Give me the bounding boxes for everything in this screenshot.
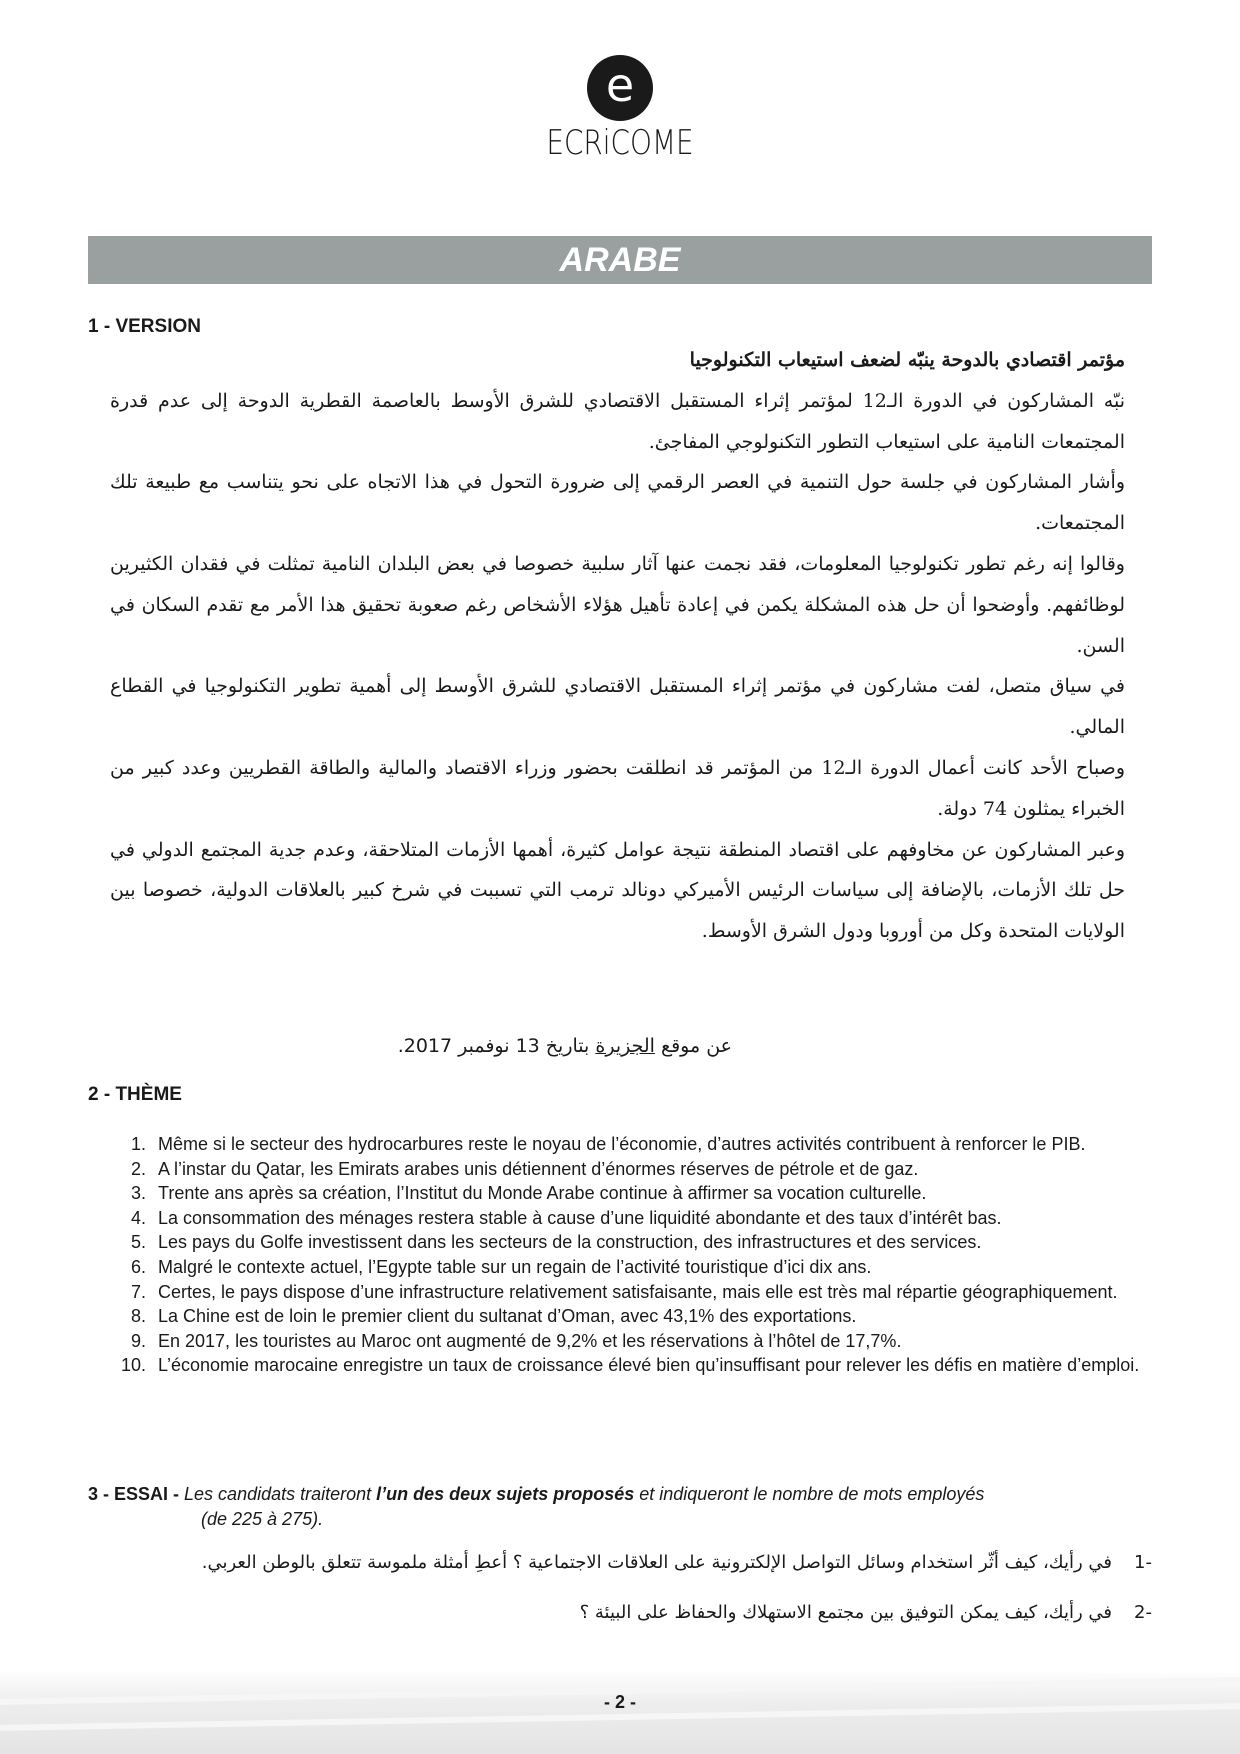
- theme-title: 2 - THÈME: [88, 1084, 182, 1105]
- logo-letter: e: [605, 58, 635, 112]
- source-date: بتاريخ 13 نوفمبر 2017.: [397, 1035, 596, 1057]
- article-paragraph: وأشار المشاركون في جلسة حول التنمية في العصر الرقمي إلى ضرورة التحول في هذا الاتجاه على نحو يتناسب مع طبيعة تلك المجتمعات.: [110, 471, 1125, 535]
- theme-item: 10. L’économie marocaine enregistre un taux de croissance élevé bien qu’insuffisant pour relever les défis en matière d’emploi.: [120, 1355, 1140, 1376]
- theme-item: 5. Les pays du Golfe investissent dans les secteurs de la construction, des infrastructures et des services.: [130, 1232, 982, 1253]
- source-prefix: عن موقع: [654, 1035, 732, 1057]
- page-number: - 2 -: [603, 1692, 636, 1712]
- theme-item: 2. A l’instar du Qatar, les Emirats arabes unis détiennent d’énormes réserves de pétrole et de gaz.: [130, 1158, 919, 1179]
- theme-list: [88, 1132, 1152, 1378]
- essai-question-1: -1في رأيك، كيف أثّر استخدام وسائل التواصل الإلكترونية على العلاقات الاجتماعية ؟ أعطِ أمثلة ملموسة تتعلق بالوطن العربي.: [201, 1552, 1152, 1573]
- theme-item: 3. Trente ans après sa création, l’Institut du Monde Arabe continue à affirmer sa vocation culturelle.: [130, 1183, 927, 1204]
- version-text: [110, 340, 1125, 952]
- logo-wordmark: ECRiCOME: [546, 123, 694, 163]
- source-link: الجزيرة: [595, 1035, 655, 1057]
- logo-mark-icon: [587, 55, 653, 121]
- ecricome-logo: [0, 55, 1240, 163]
- essai-title: 3 - ESSAI -: [88, 1484, 185, 1504]
- article-paragraph: وصباح الأحد كانت أعمال الدورة الـ12 من المؤتمر قد انطلقت بحضور وزراء الاقتصاد والمالية والطاقة القطريين وعدد كبير من الخبراء يمثلون 74 دولة.: [110, 756, 1125, 820]
- article-paragraph: في سياق متصل، لفت مشاركون في مؤتمر إثراء المستقبل الاقتصادي للشرق الأوسط إلى أهمية تطوير التكنولوجيا في القطاع المالي.: [110, 675, 1125, 739]
- essai-question-2: -2في رأيك، كيف يمكن التوفيق بين مجتمع الاستهلاك والحفاظ على البيئة ؟: [579, 1602, 1152, 1623]
- article-source: [300, 1035, 732, 1057]
- article-paragraph: وعبر المشاركون عن مخاوفهم على اقتصاد المنطقة نتيجة عوامل كثيرة، أهمها الأزمات المتلاحقة، وعدم جدية المجتمع الدولي في حل تلك الأزمات، بالإضافة إلى سياسات الرئيس الأميركي دونالد ترمب التي تسببت في شرخ كبير بالعلاقات الدولية، خصوصا بين الولايات المتحدة وكل من أوروبا ودول الشرق الأوسط.: [110, 838, 1125, 943]
- theme-item: 4. La consommation des ménages restera stable à cause d’une liquidité abondante et des taux d’intérêt bas.: [130, 1207, 1002, 1228]
- theme-item: 9. En 2017, les touristes au Maroc ont augmenté de 9,2% et les réservations à l’hôtel de 17,7%.: [130, 1330, 902, 1351]
- article-paragraph: وقالوا إنه رغم تطور تكنولوجيا المعلومات، فقد نجمت عنها آثار سلبية خصوصا في بعض البلدان النامية تمثلت في فقدان الكثيرين لوظائفهم. وأوضحوا أن حل هذه المشكلة يكمن في إعادة تأهيل هؤلاء الأشخاص رغم صعوبة تحقيق هذا الأمر مع تقدم السكان في السن.: [110, 552, 1125, 657]
- theme-item: 8. La Chine est de loin le premier client du sultanat d’Oman, avec 43,1% des exportations.: [130, 1306, 857, 1327]
- theme-item: 7. Certes, le pays dispose d’une infrastructure relativement satisfaisante, mais elle est très mal répartie géographiquement.: [130, 1281, 1118, 1302]
- essai-instructions: 3 - ESSAI - Les candidats traiteront l’un des deux sujets proposés et indiqueront le nombre de mots employés (de 225 à 275).: [88, 1484, 985, 1529]
- subject-banner: ARABE: [88, 236, 1152, 284]
- article-paragraph: نبّه المشاركون في الدورة الـ12 لمؤتمر إثراء المستقبل الاقتصادي للشرق الأوسط بالعاصمة القطرية الدوحة إلى عدم قدرة المجتمعات النامية على استيعاب التطور التكنولوجي المفاجئ.: [110, 389, 1126, 453]
- version-title: 1 - VERSION: [88, 316, 201, 337]
- theme-item: 1. Même si le secteur des hydrocarbures reste le noyau de l’économie, d’autres activités contribuent à renforcer le PIB.: [130, 1134, 1086, 1154]
- theme-item: 6. Malgré le contexte actuel, l’Egypte table sur un regain de l’activité touristique d’ici dix ans.: [130, 1256, 872, 1277]
- article-headline: مؤتمر اقتصادي بالدوحة ينبّه لضعف استيعاب التكنولوجيا: [689, 349, 1125, 371]
